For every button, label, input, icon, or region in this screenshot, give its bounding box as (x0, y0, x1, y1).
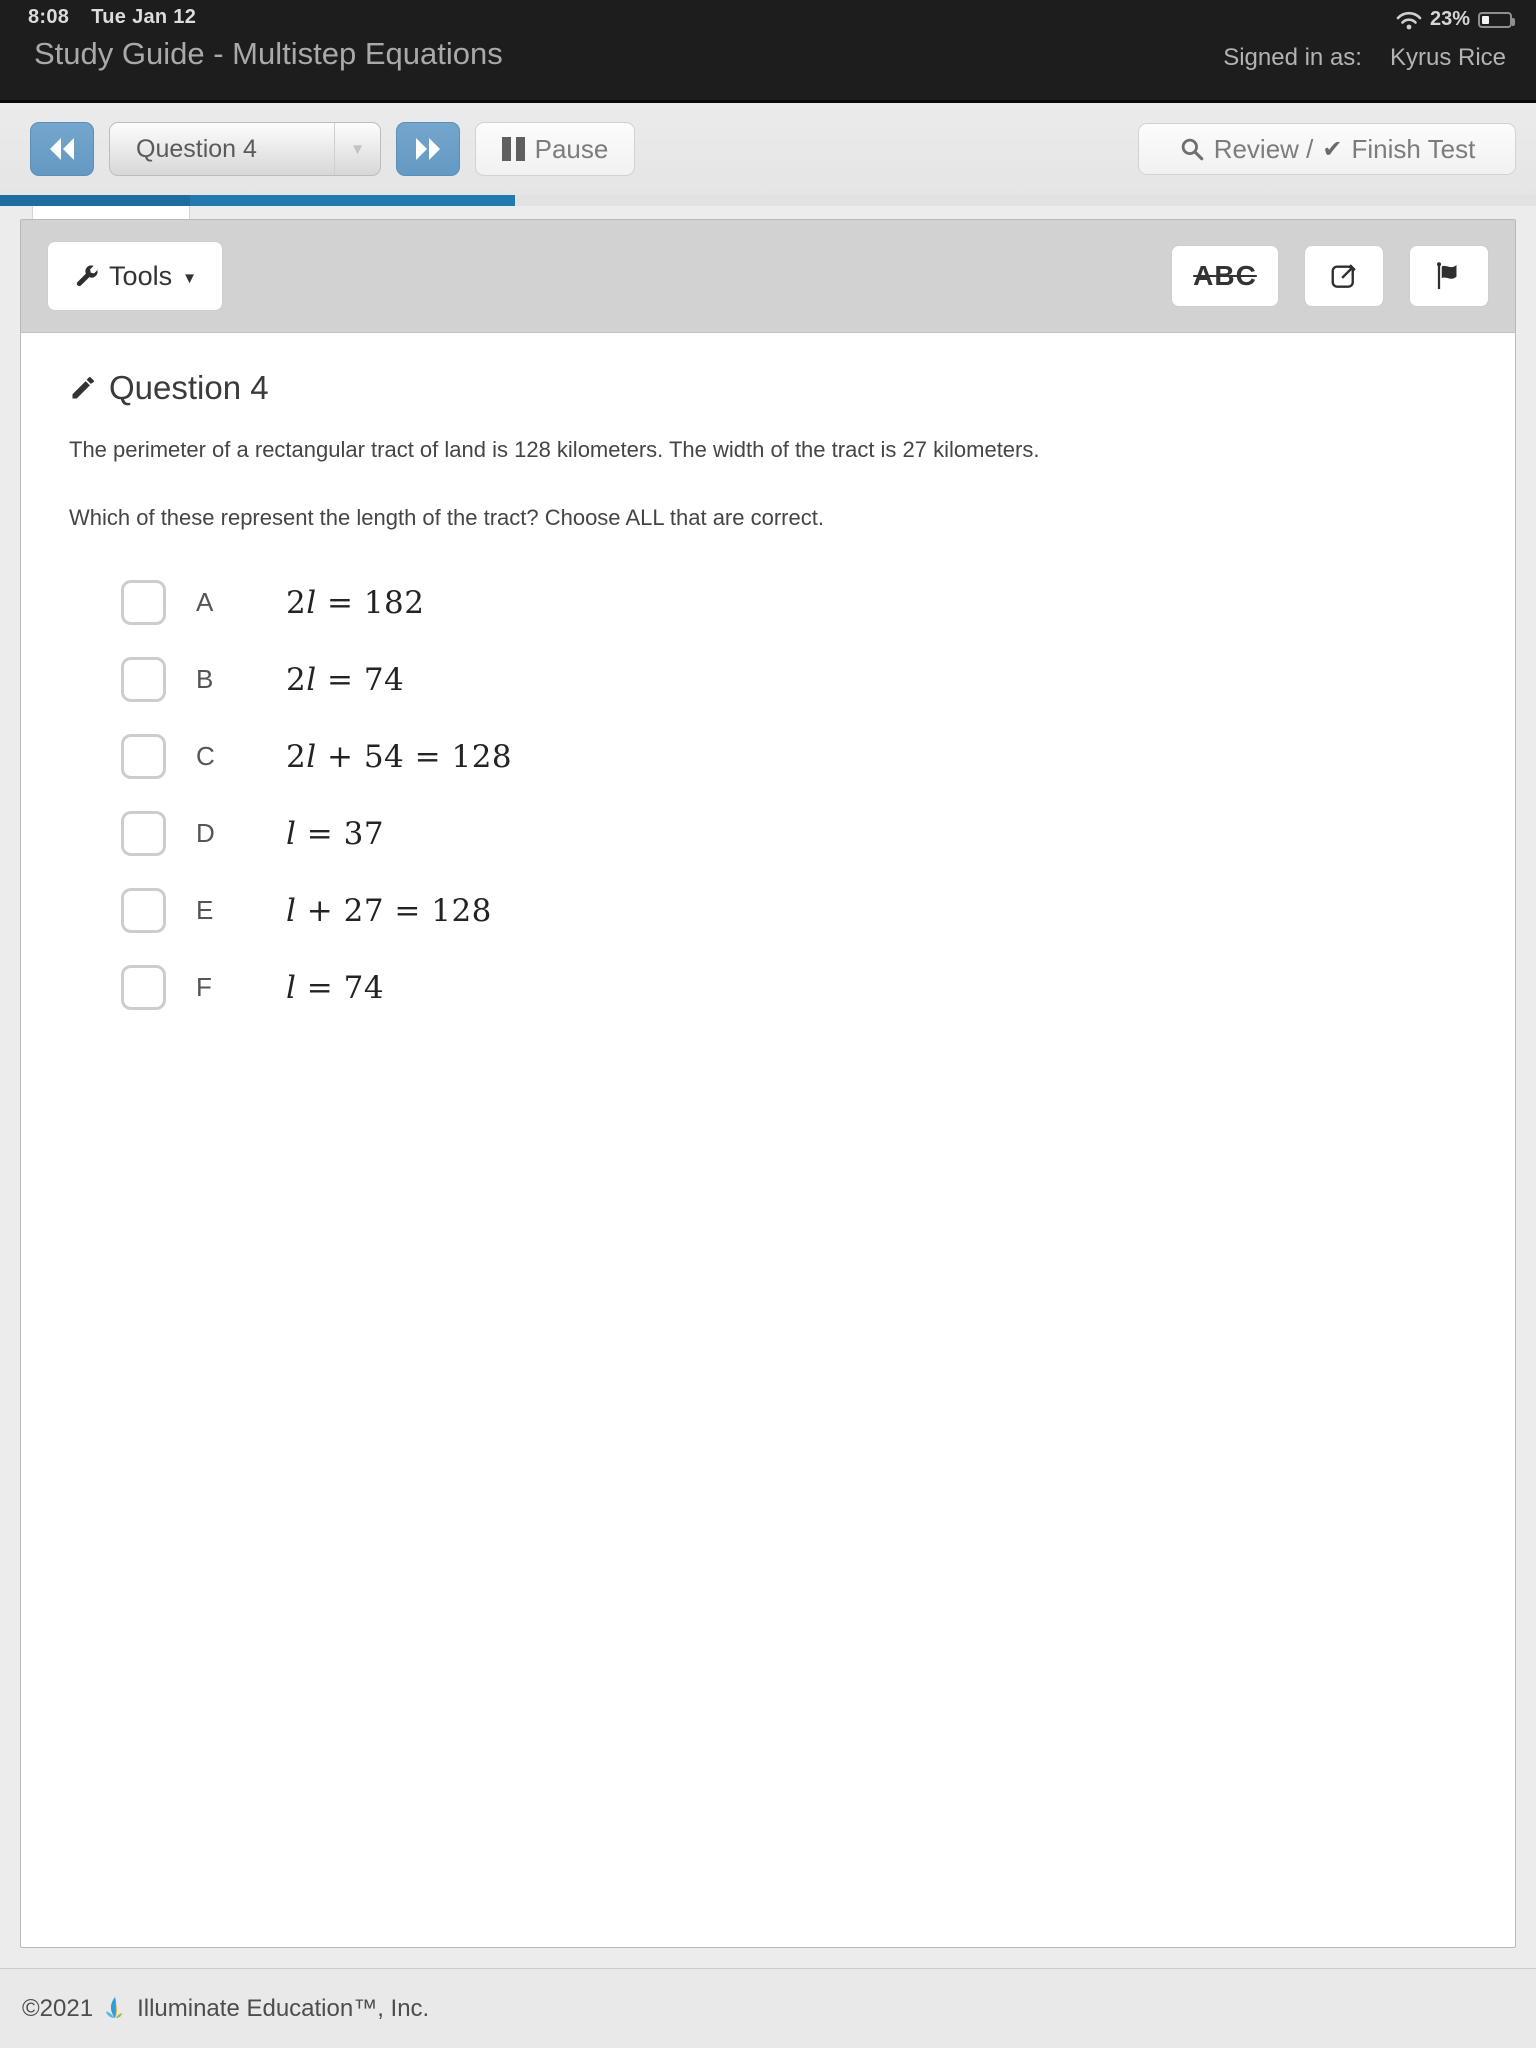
caret-down-icon: ▼ (182, 269, 197, 287)
progress-fill (0, 195, 515, 206)
company-name: Illuminate Education™, Inc. (137, 1994, 430, 2022)
option-b-equation: 2l = 74 (286, 661, 405, 698)
test-progress-bar (0, 195, 1536, 206)
option-c-checkbox[interactable] (121, 734, 166, 779)
double-left-arrow-icon (47, 136, 77, 162)
option-a-letter: A (196, 587, 214, 618)
tools-button[interactable] (47, 241, 223, 311)
option-row-c (69, 718, 1475, 795)
answer-options (69, 564, 1475, 1026)
question-heading-label: Question 4 (109, 369, 269, 406)
chevron-down-icon: ▼ (350, 140, 365, 158)
question-panel (20, 219, 1516, 1948)
edit-note-icon (1329, 261, 1359, 291)
next-question-button[interactable] (396, 122, 460, 176)
previous-question-button[interactable] (30, 122, 94, 176)
status-time-date (28, 6, 196, 29)
select-caret-zone (334, 123, 380, 175)
battery-percent: 23% (1429, 8, 1470, 30)
flag-icon (1434, 261, 1464, 291)
option-b-checkbox[interactable] (121, 657, 166, 702)
signed-in-label: Signed in as: (1223, 44, 1362, 71)
option-row-e (69, 872, 1475, 949)
signed-in-status (1223, 44, 1506, 72)
status-date: Tue Jan 12 (91, 6, 197, 28)
pause-icon (502, 137, 525, 161)
wifi-icon (1396, 10, 1422, 30)
progress-position-marker (32, 206, 190, 219)
notes-button[interactable] (1304, 245, 1384, 307)
search-icon (1179, 136, 1205, 162)
wrench-icon (73, 263, 99, 289)
option-c-equation: 2l + 54 = 128 (286, 738, 513, 775)
copyright-footer (0, 1968, 1536, 2048)
option-row-a (69, 564, 1475, 641)
answer-eliminator-button[interactable] (1171, 245, 1279, 307)
option-row-b (69, 641, 1475, 718)
abc-strikethrough-label: ABC (1193, 260, 1257, 291)
option-a-equation: 2l = 182 (286, 584, 425, 621)
user-name: Kyrus Rice (1389, 44, 1506, 71)
option-d-checkbox[interactable] (121, 811, 166, 856)
option-f-letter: F (196, 972, 212, 1003)
finish-test-label: Finish Test (1351, 133, 1476, 164)
question-navbar (0, 103, 1536, 195)
question-prompt-1: The perimeter of a rectangular tract of land is 128 kilometers. The width of the tract is 27 kilometers. (69, 437, 1040, 462)
option-row-f (69, 949, 1475, 1026)
option-e-letter: E (196, 895, 214, 926)
flag-question-button[interactable] (1409, 245, 1489, 307)
pause-label: Pause (534, 133, 609, 164)
question-toolbar (21, 220, 1515, 333)
checkmark-icon: ✔ (1322, 135, 1343, 163)
review-finish-test-button[interactable] (1138, 123, 1516, 175)
battery-icon (1478, 12, 1512, 28)
status-header (0, 0, 1536, 103)
double-right-arrow-icon (413, 136, 443, 162)
option-d-equation: l = 37 (286, 815, 385, 852)
review-label: Review / (1213, 133, 1314, 164)
clock-time: 8:08 (28, 6, 70, 28)
pencil-icon (69, 374, 97, 402)
copyright-year: ©2021 (22, 1994, 94, 2022)
question-heading (69, 369, 1475, 407)
page-title: Study Guide - Multistep Equations (34, 36, 503, 71)
pause-button[interactable] (475, 122, 635, 176)
option-f-equation: l = 74 (286, 969, 385, 1006)
option-a-checkbox[interactable] (121, 580, 166, 625)
question-select[interactable] (109, 122, 381, 176)
option-c-letter: C (196, 741, 215, 772)
option-e-equation: l + 27 = 128 (286, 892, 492, 929)
option-d-letter: D (196, 818, 215, 849)
option-f-checkbox[interactable] (121, 965, 166, 1010)
option-e-checkbox[interactable] (121, 888, 166, 933)
question-select-value: Question 4 (136, 134, 257, 163)
tools-label: Tools (109, 260, 173, 291)
option-row-d (69, 795, 1475, 872)
question-prompt-2: Which of these represent the length of the tract? Choose ALL that are correct. (69, 504, 824, 530)
option-b-letter: B (196, 664, 214, 695)
illuminate-logo-icon (103, 1996, 127, 2022)
